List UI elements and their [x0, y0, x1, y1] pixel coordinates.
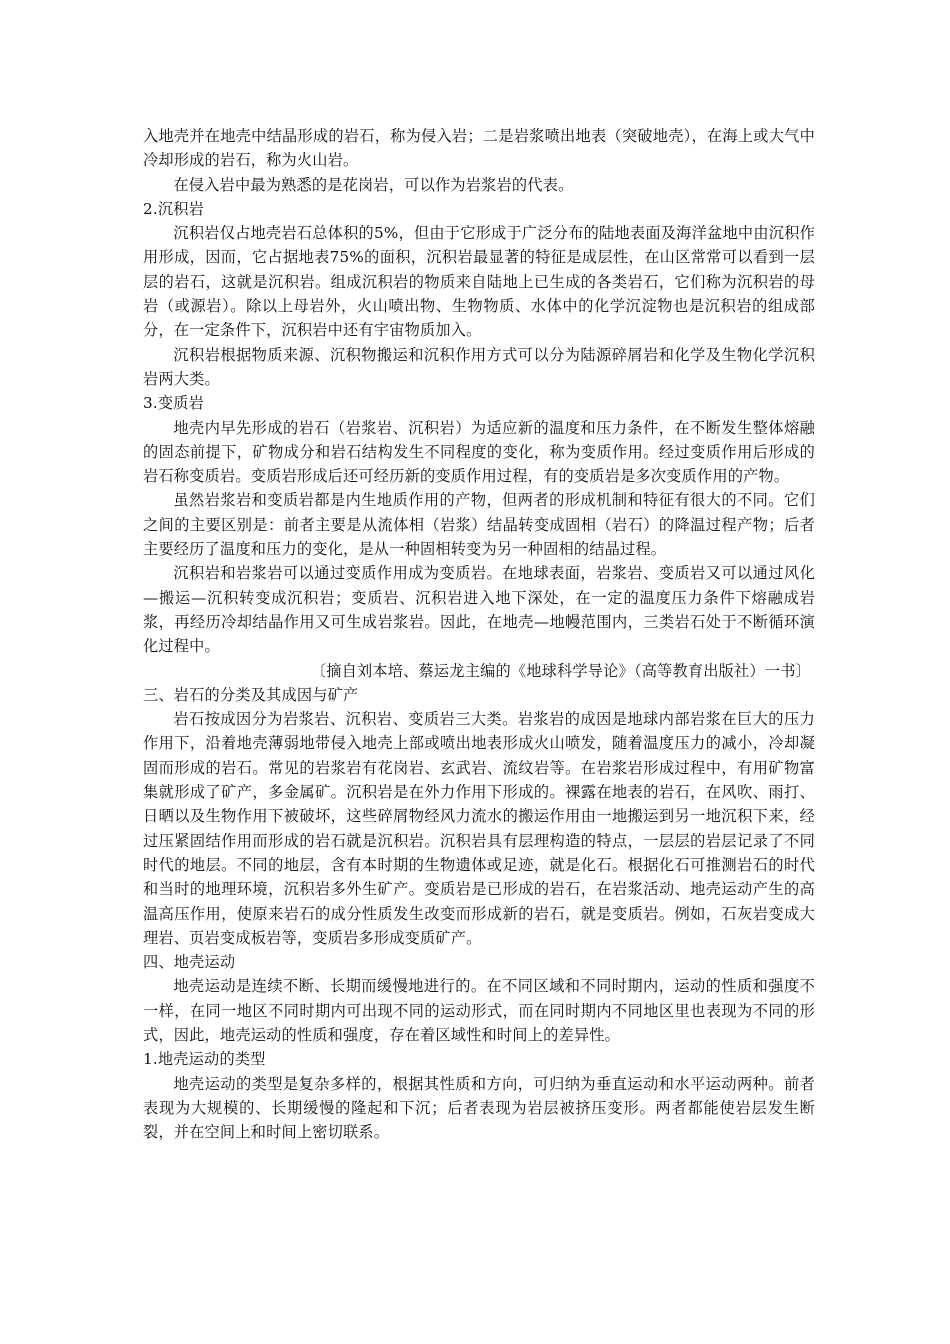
paragraph-continued: 入地壳并在地壳中结晶形成的岩石，称为侵入岩；二是岩浆喷出地表（突破地壳），在海上或大气中冷却形成的岩石，称为火山岩。	[143, 127, 815, 170]
heading-movement-types: 1.地壳运动的类型	[143, 1050, 266, 1069]
paragraph-sedimentary-intro: 沉积岩仅占地壳岩石总体积的5%，但由于它形成于广泛分布的陆地表面及海洋盆地中由沉积作用形成，因而，它占据地表75%的面积，沉积岩最显著的特征是成层性，在山区常常可以看到一层层的岩石，这就是沉积岩。组成沉积岩的物质来自陆地上已生成的各类岩石，它们称为沉积岩的母岩（或源岩）。除以上母岩外，火山喷出物、生物物质、水体中的化学沉淀物也是沉积岩的组成部分，在一定条件下，沉积岩中还有宇宙物质加入。	[143, 224, 815, 340]
paragraph-rock-classification: 岩石按成因分为岩浆岩、沉积岩、变质岩三大类。岩浆岩的成因是地球内部岩浆在巨大的压力作用下，沿着地壳薄弱地带侵入地壳上部或喷出地表形成火山喷发，随着温度压力的减小，冷却凝固而形成的岩石。常见的岩浆岩有花岗岩、玄武岩、流纹岩等。在岩浆岩形成过程中，有用矿物富集就形成了矿产，多金属矿。沉积岩是在外力作用下形成的。裸露在地表的岩石，在风吹、雨打、日晒以及生物作用下被破坏，这些碎屑物经风力流水的搬运作用由一地搬运到另一地沉积下来，经过压紧固结作用而形成的岩石就是沉积岩。沉积岩具有层理构造的特点，一层层的岩层记录了不同时代的地层。不同的地层，含有本时期的生物遗体或足迹，就是化石。根据化石可推测岩石的时代和当时的地理环境，沉积岩多外生矿产。变质岩是已形成的岩石，在岩浆活动、地壳运动产生的高温高压作用，使原来岩石的成分性质发生改变而形成新的岩石，就是变质岩。例如，石灰岩变成大理岩、页岩变成板岩等，变质岩多形成变质矿产。	[143, 710, 815, 947]
paragraph-metamorphism: 地壳内早先形成的岩石（岩浆岩、沉积岩）为适应新的温度和压力条件，在不断发生整体熔融的固态前提下，矿物成分和岩石结构发生不同程度的变化，称为变质作用。经过变质作用后形成的岩石称变质岩。变质岩形成后还可经历新的变质作用过程，有的变质岩是多次变质作用的产物。	[143, 418, 815, 486]
heading-crustal-movement: 四、地壳运动	[143, 953, 236, 972]
paragraph-sedimentary-classes: 沉积岩根据物质来源、沉积物搬运和沉积作用方式可以分为陆源碎屑岩和化学及生物化学沉积岩两大类。	[143, 345, 815, 388]
document-page	[143, 124, 815, 1144]
heading-metamorphic-rock: 3.变质岩	[143, 394, 205, 413]
paragraph-crustal-movement: 地壳运动是连续不断、长期而缓慢地进行的。在不同区域和不同时期内，运动的性质和强度不一样，在同一地区不同时期内可出现不同的运动形式，而在同时期内不同地区里也表现为不同的形式，因此，地壳运动的性质和强度，存在着区域性和时间上的差异性。	[143, 977, 815, 1044]
paragraph-rock-differences: 虽然岩浆岩和变质岩都是内生地质作用的产物，但两者的形成机制和特征有很大的不同。它们之间的主要区别是：前者主要是从流体相（岩浆）结晶转变成固相（岩石）的降温过程产物；后者主要经历了温度和压力的变化，是从一种固相转变为另一种固相的结晶过程。	[143, 491, 815, 559]
heading-sedimentary-rock: 2.沉积岩	[143, 199, 205, 218]
source-citation: 〔摘自刘本培、蔡运龙主编的《地球科学导论》（高等教育出版社）一书〕	[310, 661, 811, 680]
paragraph-granite: 在侵入岩中最为熟悉的是花岗岩，可以作为岩浆岩的代表。	[173, 175, 574, 194]
heading-rock-classification: 三、岩石的分类及其成因与矿产	[143, 685, 359, 704]
paragraph-rock-cycle: 沉积岩和岩浆岩可以通过变质作用成为变质岩。在地球表面，岩浆岩、变质岩又可以通过风化—搬运—沉积转变成沉积岩；变质岩、沉积岩进入地下深处，在一定的温度压力条件下熔融成岩浆，再经历冷却结晶作用又可生成岩浆岩。因此，在地壳—地幔范围内，三类岩石处于不断循环演化过程中。	[143, 564, 815, 656]
paragraph-movement-types: 地壳运动的类型是复杂多样的，根据其性质和方向，可归纳为垂直运动和水平运动两种。前者表现为大规模的、长期缓慢的隆起和下沉；后者表现为岩层被挤压变形。两者都能使岩层发生断裂，并在空间上和时间上密切联系。	[143, 1074, 815, 1142]
